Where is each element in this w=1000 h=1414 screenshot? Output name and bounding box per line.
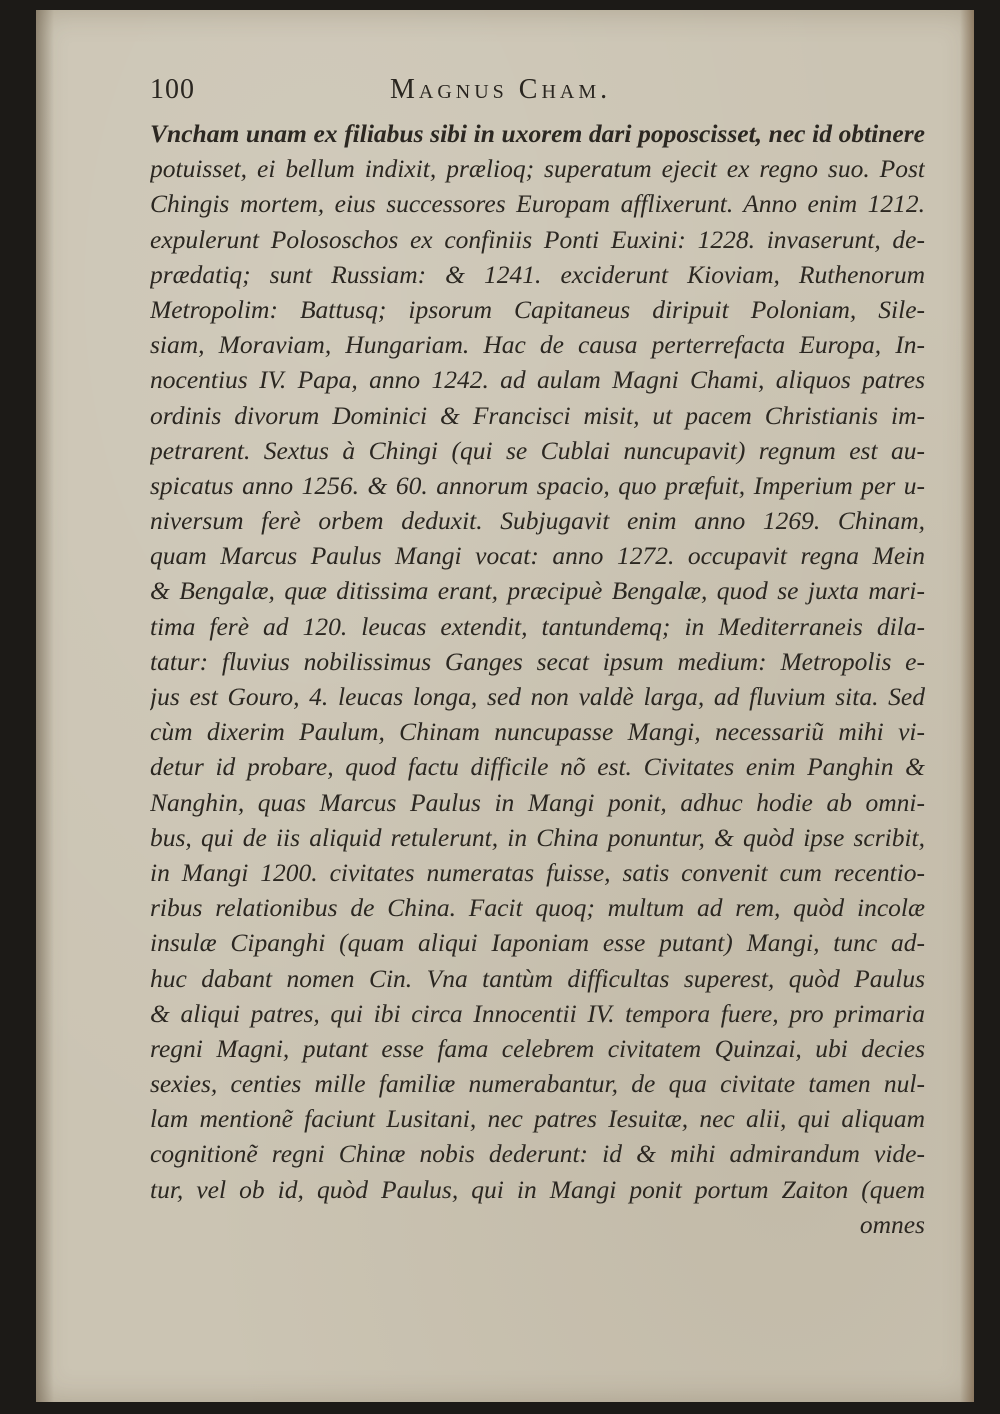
text-line: bus, qui de iis aliquid retulerunt, in China ponuntur, & quòd ipse scribit, bbox=[150, 822, 925, 852]
page-edge bbox=[960, 10, 974, 1402]
text-line: sexies, centies mille familiæ numerabantur, de qua civitate tamen nul- bbox=[150, 1069, 925, 1099]
catchword: omnes bbox=[859, 1209, 925, 1239]
body-text bbox=[150, 116, 925, 1242]
running-title: Magnus Cham. bbox=[390, 74, 612, 105]
text-line: jus est Gouro, 4. leucas longa, sed non valdè larga, ad fluvium sita. Sed bbox=[150, 682, 925, 711]
text-line: regni Magni, putant esse fama celebrem civitatem Quinzai, ubi decies bbox=[150, 1033, 925, 1063]
text-line: tatur: fluvius nobilissimus Ganges secat ipsum medium: Metropolis e- bbox=[150, 646, 925, 676]
text-line: ribus relationibus de China. Facit quoq; multum ad rem, quòd incolæ bbox=[150, 893, 925, 923]
text-line: cognitionẽ regni Chinæ nobis dederunt: id & mihi admirandum vide- bbox=[150, 1139, 925, 1169]
text-line: detur id probare, quod factu difficile nõ est. Civitates enim Panghin & bbox=[150, 752, 925, 782]
text-line: nocentius IV. Papa, anno 1242. ad aulam Magni Chami, aliquos patres bbox=[150, 365, 925, 395]
text-line: & Bengalæ, quæ ditissima erant, præcipuè Bengalæ, quod se juxta mari- bbox=[150, 576, 925, 606]
text-line: & aliqui patres, qui ibi circa Innocentii IV. tempora fuere, pro primaria bbox=[150, 998, 925, 1028]
text-line: niversum ferè orbem deduxit. Subjugavit enim anno 1269. Chinam, bbox=[150, 506, 925, 536]
text-line: spicatus anno 1256. & 60. annorum spacio, quo præfuit, Imperium per u- bbox=[150, 470, 925, 500]
page-number: 100 bbox=[150, 74, 195, 105]
text-line: cùm dixerim Paulum, Chinam nuncupasse Mangi, necessariũ mihi vi- bbox=[150, 717, 925, 747]
text-line: expulerunt Polososchos ex confiniis Ponti Euxini: 1228. invaserunt, de- bbox=[150, 224, 925, 254]
text-line: potuisset, ei bellum indixit, prælioq; superatum ejecit ex regno suo. Post bbox=[150, 154, 925, 184]
text-line: Metropolim: Battusq; ipsorum Capitaneus diripuit Poloniam, Sile- bbox=[150, 294, 925, 324]
text-line: in Mangi 1200. civitates numeratas fuisse, satis convenit cum recentio- bbox=[150, 857, 925, 887]
text-line: petrarent. Sextus à Chingi (qui se Cublai nuncupavit) regnum est au- bbox=[150, 435, 925, 465]
spine-shadow bbox=[36, 10, 54, 1402]
text-line: lam mentionẽ faciunt Lusitani, nec patres Iesuitæ, nec alii, qui aliquam bbox=[150, 1104, 925, 1134]
text-line: quam Marcus Paulus Mangi vocat: anno 1272. occupavit regna Mein bbox=[150, 541, 925, 571]
text-line: Nanghin, quas Marcus Paulus in Mangi ponit, adhuc hodie ab omni- bbox=[150, 787, 925, 817]
text-line: tur, vel ob id, quòd Paulus, qui in Mangi ponit portum Zaiton (quem bbox=[150, 1174, 925, 1204]
text-line: Vncham unam ex filiabus sibi in uxorem dari poposcisset, nec id obtinere bbox=[150, 119, 925, 148]
text-line: insulæ Cipanghi (quam aliqui Iaponiam esse putant) Mangi, tunc ad- bbox=[150, 928, 925, 958]
text-line: ordinis divorum Dominici & Francisci misit, ut pacem Christianis im- bbox=[150, 400, 925, 430]
text-line: tima ferè ad 120. leucas extendit, tantundemq; in Mediterraneis dila- bbox=[150, 611, 925, 641]
text-line: siam, Moraviam, Hungariam. Hac de causa perterrefacta Europa, In- bbox=[150, 330, 925, 360]
text-line: huc dabant nomen Cin. Vna tantùm difficultas superest, quòd Paulus bbox=[150, 963, 925, 993]
running-head bbox=[150, 74, 710, 114]
text-line: prædatiq; sunt Russiam: & 1241. exciderunt Kioviam, Ruthenorum bbox=[150, 259, 925, 289]
text-line: Chingis mortem, eius successores Europam afflixerunt. Anno enim 1212. bbox=[150, 189, 925, 219]
